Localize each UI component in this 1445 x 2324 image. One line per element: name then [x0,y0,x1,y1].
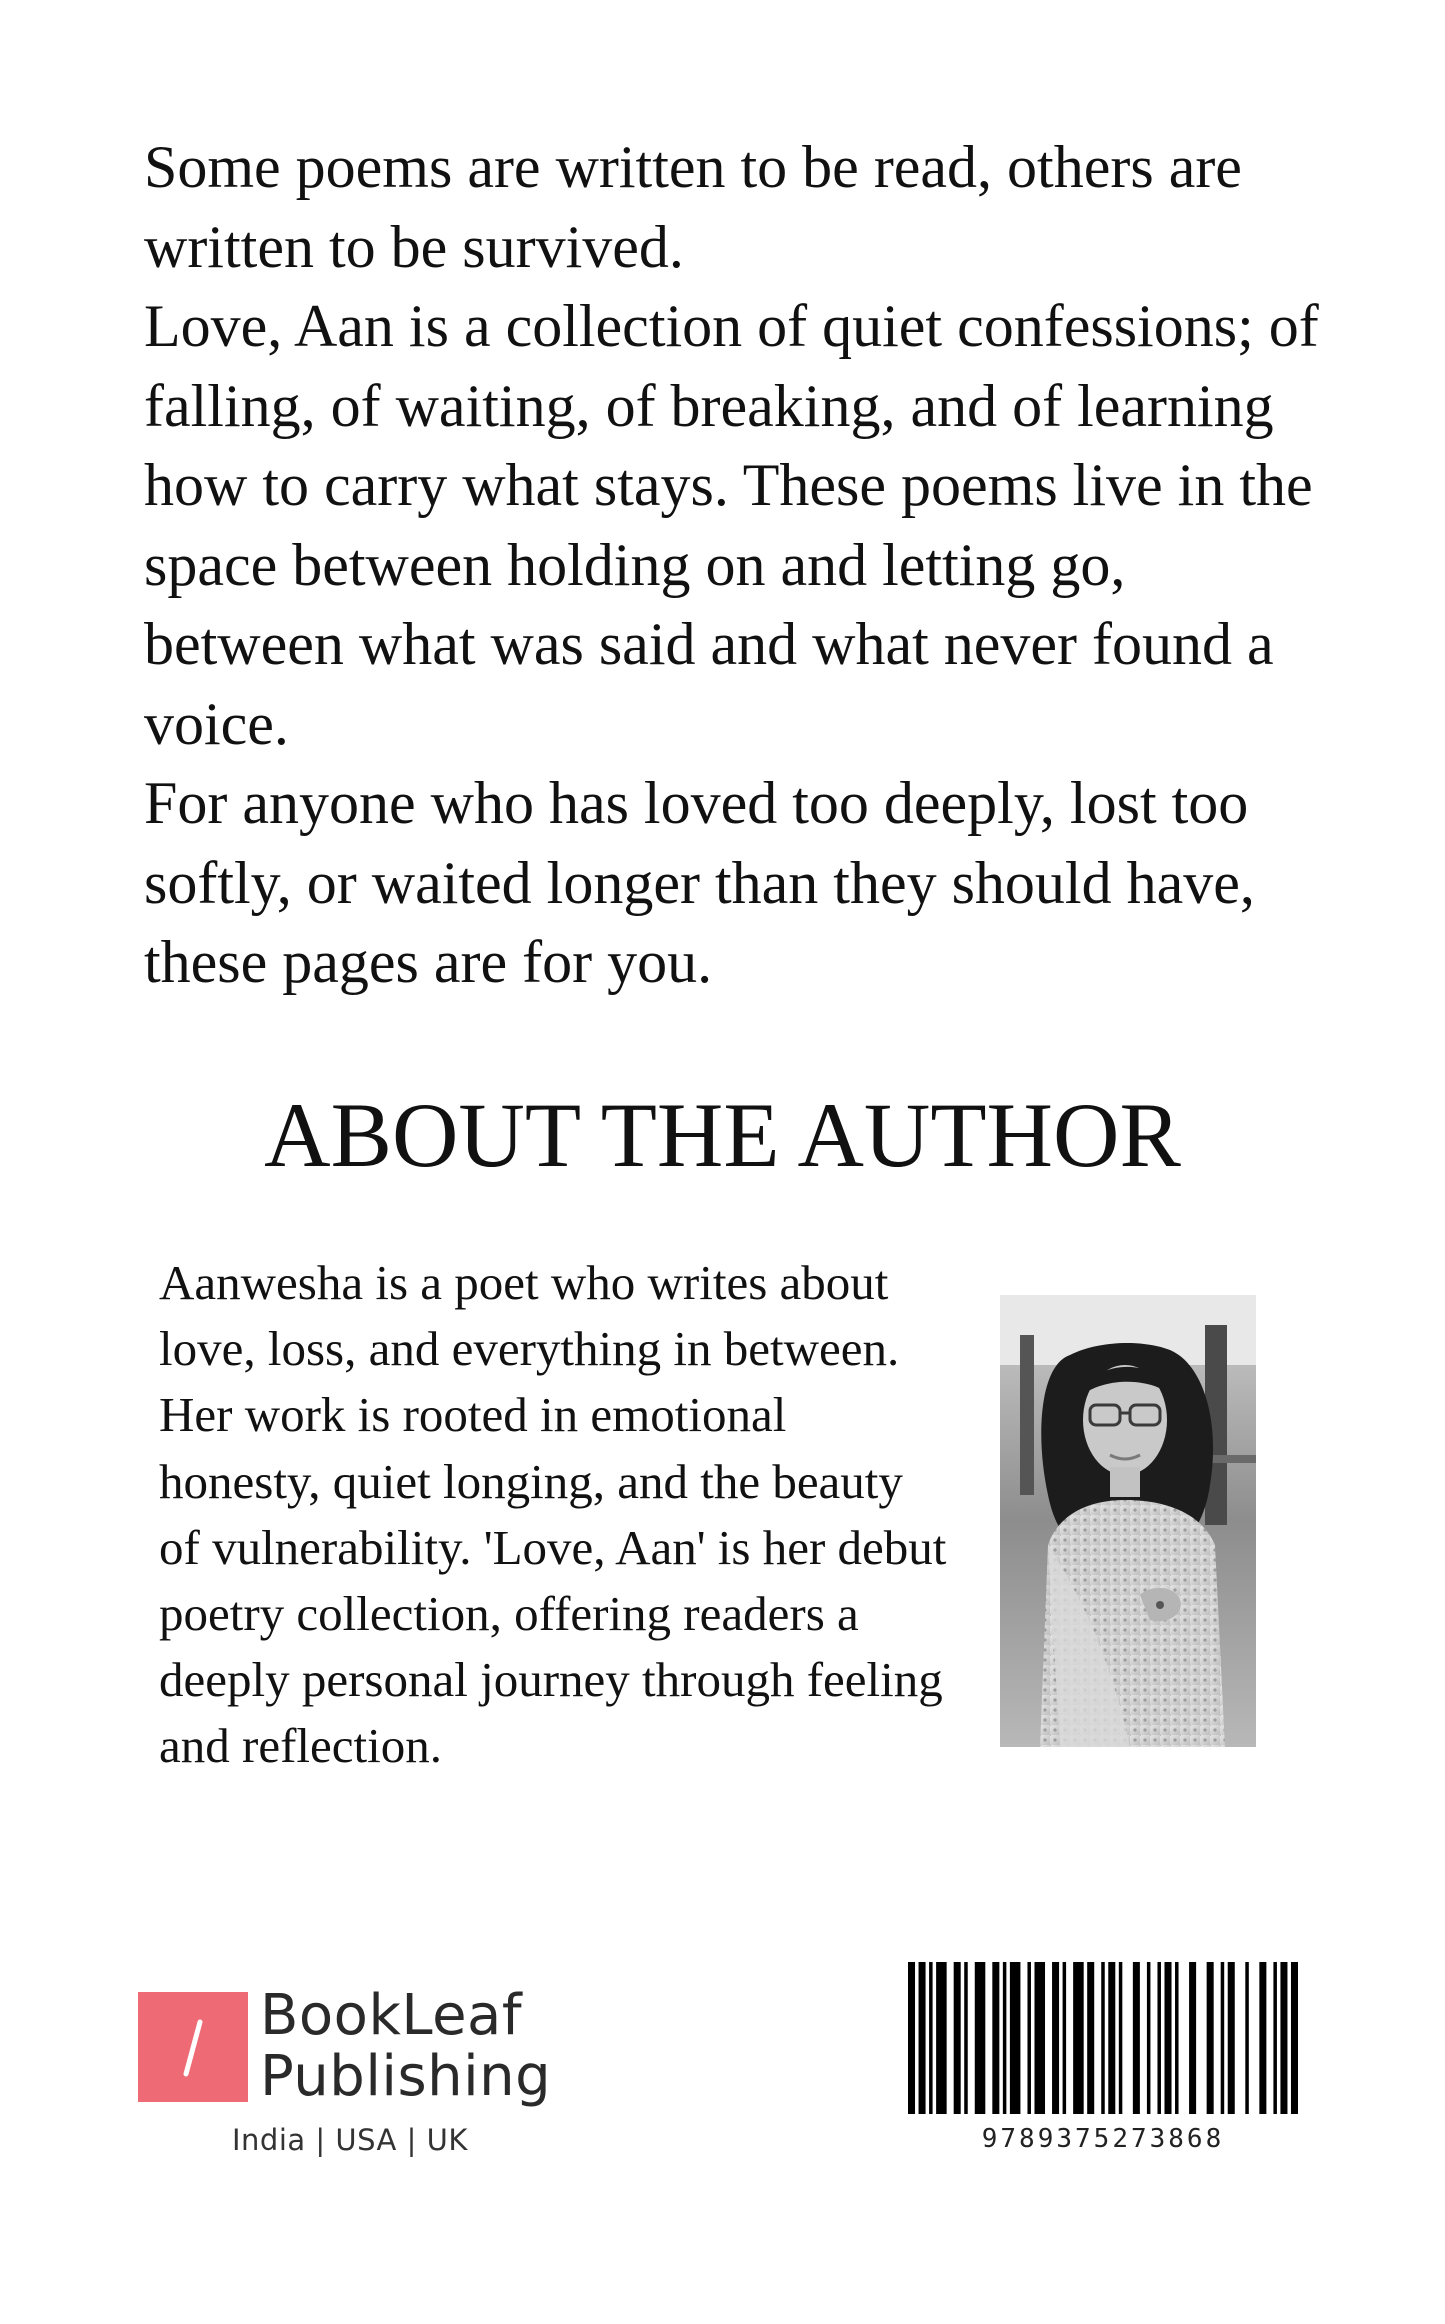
author-portrait-image [1000,1295,1256,1747]
barcode-bar [954,1962,961,2114]
barcode-bar [1164,1962,1171,2114]
publisher-regions: India | USA | UK [232,2123,468,2157]
barcode-bar [1280,1962,1287,2114]
barcode-bar [929,1962,933,2114]
blurb-paragraph: Love, Aan is a collection of quiet confessions; of falling, of waiting, of breaking, and of learning how to carry what stays. These poems live in the space between holding on and letting go, between what was said and what never found a voice. [144,293,1319,757]
blurb-paragraph: Some poems are written to be read, others are written to be survived. [144,134,1242,280]
barcode-bar [1133,1962,1140,2114]
barcode-bar [1221,1962,1225,2114]
barcode-bar [1052,1962,1059,2114]
barcode-bar [1108,1962,1115,2114]
author-photo [1000,1295,1256,1747]
publisher-logo [138,1992,248,2102]
barcode-bar [1147,1962,1151,2114]
author-bio: Aanwesha is a poet who writes about love, loss, and everything in between. Her work is rooted in emotional honesty, quiet longing, and the beauty of vulnerability. 'Love, Aan' is her debut poetry collection, offering readers a deeply personal journey through feeling and reflection. [159,1255,947,1774]
barcode-bar [1273,1962,1277,2114]
barcode-bar [936,1962,947,2114]
barcode-bar [992,1962,999,2114]
slash-logo-icon [138,1992,248,2102]
barcode-bar [1010,1962,1021,2114]
barcode-bar [1119,1962,1123,2114]
publisher-name-line2: Publishing [260,2044,552,2109]
publisher-name [260,1985,551,2107]
barcode-bar [1207,1962,1214,2114]
barcode-bar [1034,1962,1045,2114]
barcode-bar [1259,1962,1266,2114]
barcode-bar [1175,1962,1179,2114]
barcode-bar [1073,1962,1084,2114]
barcode-bar [1063,1962,1067,2114]
barcode-bar [1087,1962,1094,2114]
barcode-bar [964,1962,968,2114]
barcode-bar [908,1962,915,2114]
barcode-bar [1101,1962,1105,2114]
barcode-bar [975,1962,986,2114]
barcode-bar [1228,1962,1235,2114]
barcode-bar [1003,1962,1007,2114]
barcode-bar [1245,1962,1249,2114]
barcode-bar [919,1962,926,2114]
barcode-bar [1157,1962,1161,2114]
barcode-bar [1189,1962,1196,2114]
back-cover-blurb [144,128,1334,1003]
blurb-paragraph: For anyone who has loved too deeply, lost too softly, or waited longer than they should have, these pages are for you. [144,770,1255,995]
about-author-heading: ABOUT THE AUTHOR [264,1084,1181,1186]
barcode-bar [1027,1962,1031,2114]
isbn-number: 9789375273868 [981,2124,1225,2154]
barcode-bar [1291,1962,1298,2114]
isbn-barcode [908,1962,1298,2114]
publisher-name-line1: BookLeaf [260,1983,523,2048]
